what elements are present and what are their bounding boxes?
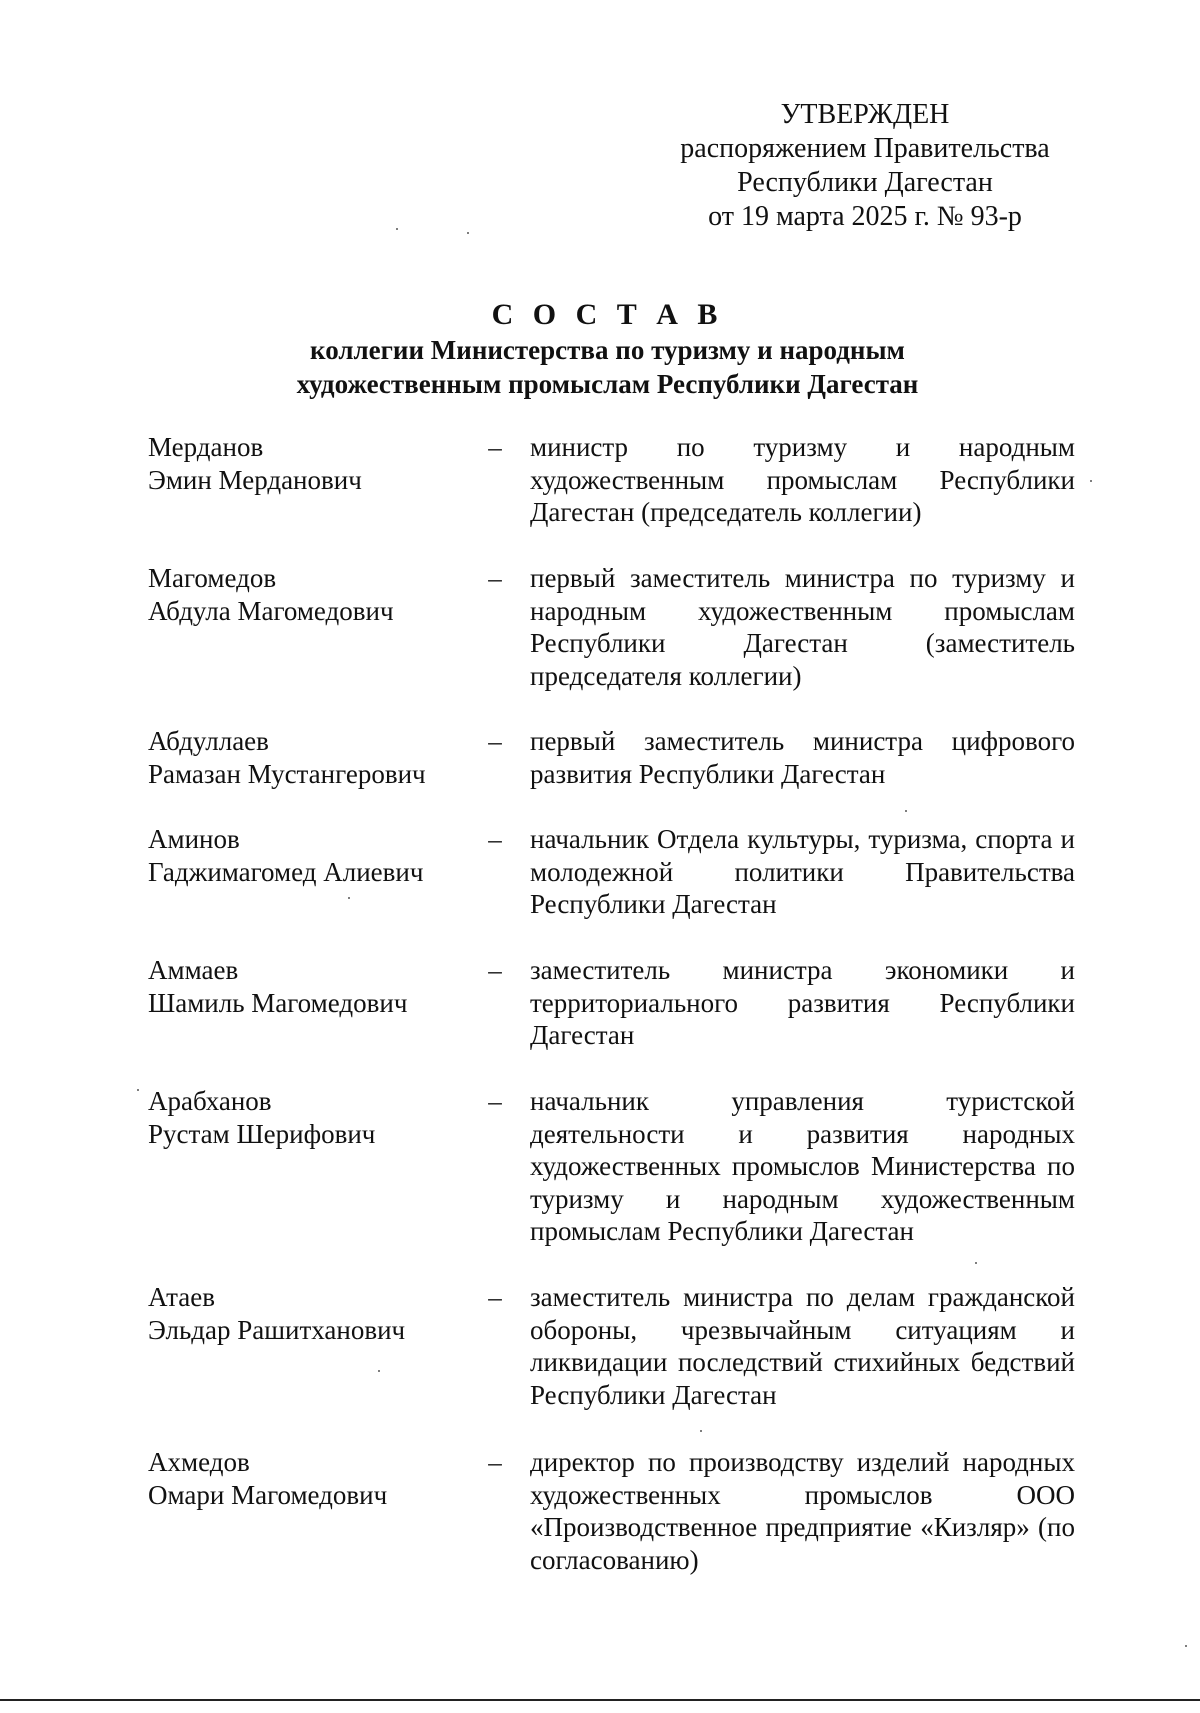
member-position: заместитель министра по делам гражданской обороны, чрезвычайным ситуациям и ликвидации последствий стихийных бедствий Республики Дагестан [530, 1282, 1075, 1410]
approval-date-number: от 19 марта 2025 г. № 93-р [708, 201, 1022, 232]
member-name [148, 1446, 478, 1511]
member-dash: – [488, 726, 502, 756]
member-dash: – [488, 955, 502, 985]
member-given-names: Омари Магомедович [148, 1479, 388, 1510]
member-name [148, 823, 478, 888]
member-surname: Аммаев [148, 955, 239, 985]
member-position: директор по производству изделий народных художественных промыслов ООО «Производственное предприятие «Кизляр» (по согласованию) [530, 1447, 1075, 1575]
scan-speck [700, 1430, 702, 1432]
heading-title: С О С Т А В [491, 298, 724, 331]
approval-region: Республики Дагестан [737, 167, 993, 198]
member-name [148, 725, 478, 790]
approval-stamp: УТВЕРЖДЕН [780, 99, 950, 130]
member-position: начальник Отдела культуры, туризма, спорта и молодежной политики Правительства Республики Дагестан [530, 824, 1075, 920]
scan-speck [378, 1370, 380, 1372]
member-name [148, 1281, 478, 1346]
scan-speck [467, 232, 469, 234]
member-dash: – [488, 432, 502, 462]
member-dash: – [488, 1086, 502, 1116]
member-surname: Абдуллаев [148, 726, 269, 756]
member-name [148, 562, 478, 627]
scan-speck [137, 1089, 139, 1091]
member-dash: – [488, 1282, 502, 1312]
member-position: первый заместитель министра цифрового развития Республики Дагестан [530, 726, 1075, 789]
member-given-names: Рамазан Мустангерович [148, 758, 426, 789]
approval-block [655, 98, 1075, 234]
scan-speck [1185, 1645, 1187, 1647]
member-surname: Мерданов [148, 432, 264, 462]
member-surname: Атаев [148, 1282, 215, 1312]
member-surname: Аминов [148, 824, 240, 854]
scan-speck [396, 228, 398, 230]
member-dash: – [488, 824, 502, 854]
scan-speck [1090, 480, 1092, 482]
member-position: министр по туризму и народным художественным промыслам Республики Дагестан (председатель коллегии) [530, 432, 1075, 528]
scan-speck [975, 1262, 977, 1264]
member-given-names: Абдула Магомедович [148, 595, 394, 626]
member-surname: Ахмедов [148, 1447, 250, 1477]
document-heading [150, 297, 1065, 401]
heading-subtitle-line-1: коллегии Министерства по туризму и народным [310, 335, 905, 365]
member-given-names: Рустам Шерифович [148, 1118, 376, 1149]
approval-issuer: распоряжением Правительства [680, 133, 1050, 164]
member-given-names: Гаджимагомед Алиевич [148, 856, 424, 887]
member-position: заместитель министра экономики и территориального развития Республики Дагестан [530, 955, 1075, 1051]
member-position: начальник управления туристской деятельности и развития народных художественных промыслов Министерства по туризму и народным художественным промыслам Республики Дагестан [530, 1086, 1075, 1247]
member-name [148, 954, 478, 1019]
scan-speck [348, 897, 350, 899]
member-given-names: Шамиль Магомедович [148, 987, 408, 1018]
heading-subtitle-line-2: художественным промыслам Республики Дагестан [296, 369, 919, 399]
member-dash: – [488, 563, 502, 593]
member-given-names: Эмин Мерданович [148, 464, 362, 495]
member-given-names: Эльдар Рашитханович [148, 1314, 406, 1345]
member-name [148, 1085, 478, 1150]
member-surname: Магомедов [148, 563, 277, 593]
member-dash: – [488, 1447, 502, 1477]
scan-edge-line [0, 1699, 1200, 1701]
member-name [148, 431, 478, 496]
scan-speck [905, 810, 907, 812]
member-position: первый заместитель министра по туризму и народным художественным промыслам Республики Дагестан (заместитель председателя коллегии) [530, 563, 1075, 691]
member-surname: Арабханов [148, 1086, 272, 1116]
